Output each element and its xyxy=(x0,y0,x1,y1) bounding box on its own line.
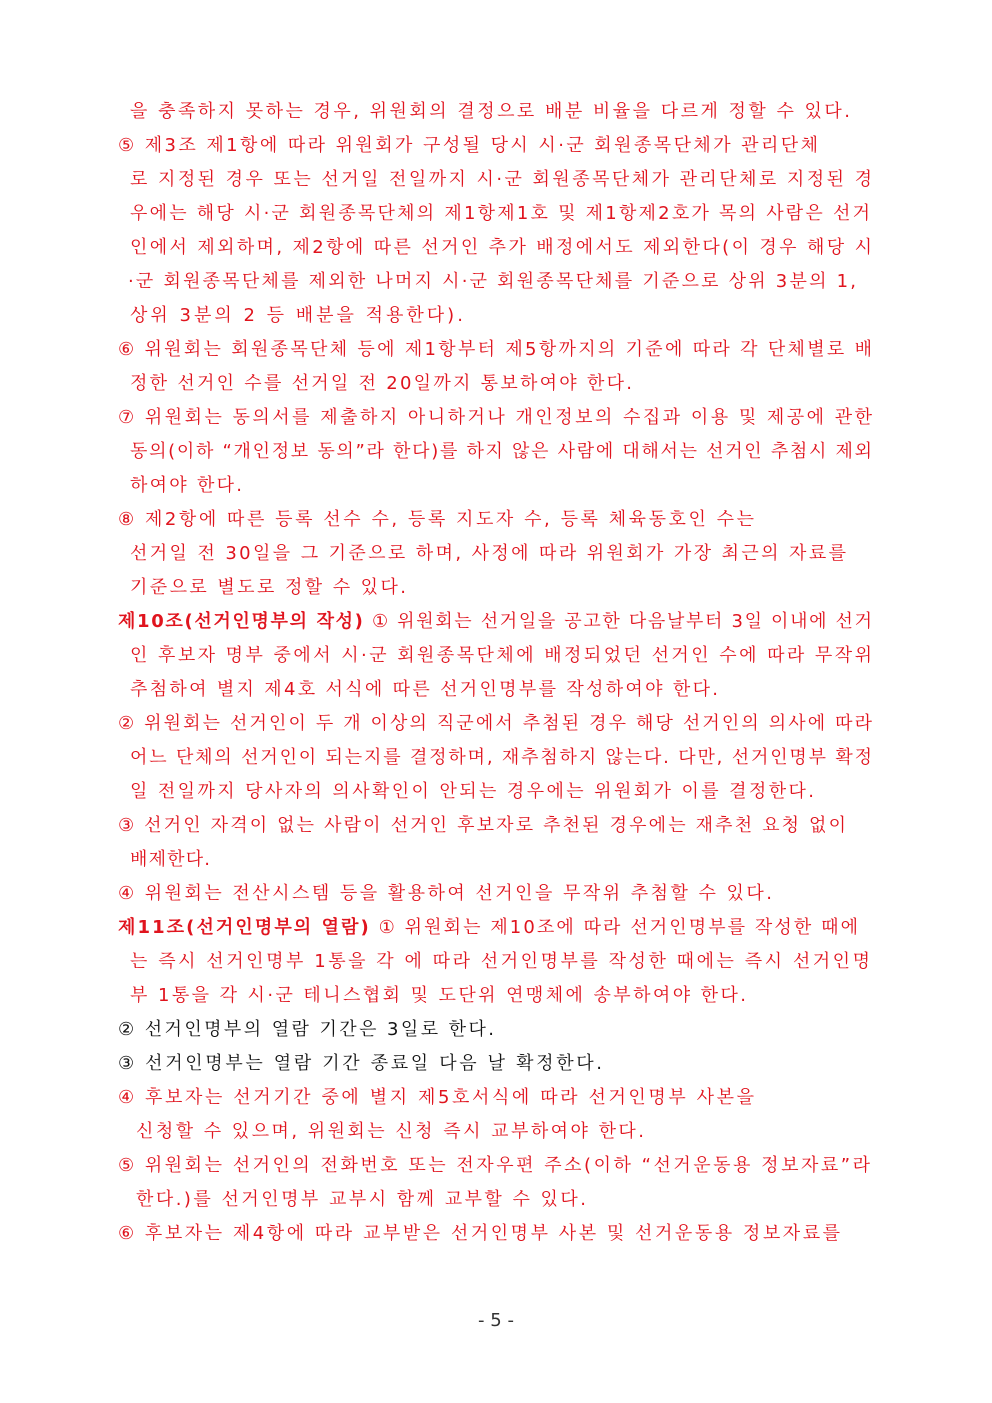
text-line xyxy=(130,678,720,702)
line-text: ·군 회원종목단체를 제외한 나머지 시·군 회원종목단체를 기준으로 상위 3분의 1, xyxy=(128,271,859,292)
text-line xyxy=(130,372,634,396)
text-line xyxy=(128,270,858,294)
line-text: 로 지정된 경우 또는 선거일 전일까지 시·군 회원종목단체가 관리단체로 지정된 경 xyxy=(130,169,875,190)
line-text: 인에서 제외하며, 제2항에 따른 선거인 추가 배정에서도 제외한다(이 경우 해당 시 xyxy=(130,237,875,258)
text-line xyxy=(118,712,874,736)
line-text: ② 위원회는 선거인이 두 개 이상의 직군에서 추첨된 경우 해당 선거인의 의사에 따라 xyxy=(118,713,875,734)
text-line xyxy=(118,508,757,532)
text-line xyxy=(130,304,466,328)
line-text: 어느 단체의 선거인이 되는지를 결정하며, 재추첨하지 않는다. 다만, 선거인명부 확정 xyxy=(130,747,874,768)
line-text: 일 전일까지 당사자의 의사확인이 안되는 경우에는 위원회가 이를 결정한다. xyxy=(130,781,817,802)
text-line xyxy=(118,882,774,906)
line-text: 하여야 한다. xyxy=(130,475,245,496)
line-text: ⑤ 제3조 제1항에 따라 위원회가 구성될 당시 시·군 회원종목단체가 관리단체 xyxy=(118,135,821,156)
text-line xyxy=(130,100,852,124)
line-text: ③ 선거인명부는 열람 기간 종료일 다음 날 확정한다. xyxy=(118,1053,605,1074)
text-line xyxy=(118,610,874,634)
line-text: 기준으로 별도로 정할 수 있다. xyxy=(130,577,409,598)
line-text: 상위 3분의 2 등 배분을 적용한다). xyxy=(130,305,466,326)
line-text: 추첨하여 별지 제4호 서식에 따른 선거인명부를 작성하여야 한다. xyxy=(130,679,721,700)
line-text: ⑥ 위원회는 회원종목단체 등에 제1항부터 제5항까지의 기준에 따라 각 단체별로 배 xyxy=(118,339,875,360)
text-line xyxy=(130,168,874,192)
line-text: 배제한다. xyxy=(130,849,212,870)
text-line xyxy=(118,1018,496,1042)
text-line xyxy=(118,1154,873,1178)
text-line xyxy=(118,814,848,838)
text-line xyxy=(118,1052,605,1076)
text-line xyxy=(130,474,244,498)
line-text: ① 위원회는 선거일을 공고한 다음날부터 3일 이내에 선거 xyxy=(364,611,874,632)
text-line xyxy=(130,236,874,260)
line-text: 을 충족하지 못하는 경우, 위원회의 결정으로 배분 비율을 다르게 정할 수 있다. xyxy=(130,101,853,122)
line-text: ② 선거인명부의 열람 기간은 3일로 한다. xyxy=(118,1019,497,1040)
line-text: ① 위원회는 제10조에 따라 선거인명부를 작성한 때에 xyxy=(370,917,861,938)
text-line xyxy=(130,780,816,804)
text-line xyxy=(130,746,874,770)
line-text: 동의(이하 “개인정보 동의”라 한다)를 하지 않은 사람에 대해서는 선거인 추첨시 제외 xyxy=(130,441,874,462)
page-number: - 5 - xyxy=(478,1310,514,1331)
text-line xyxy=(130,848,211,872)
text-line xyxy=(130,542,848,566)
text-line xyxy=(130,644,874,668)
line-text: 신청할 수 있으며, 위원회는 신청 즉시 교부하여야 한다. xyxy=(136,1121,647,1142)
line-text: ⑤ 위원회는 선거인의 전화번호 또는 전자우편 주소(이하 “선거운동용 정보자료”라 xyxy=(118,1155,873,1176)
line-text: ⑧ 제2항에 따른 등록 선수 수, 등록 지도자 수, 등록 체육동호인 수는 xyxy=(118,509,757,530)
line-text: 우에는 해당 시·군 회원종목단체의 제1항제1호 및 제1항제2호가 목의 사람은 선거 xyxy=(130,203,873,224)
line-text: 선거일 전 30일을 그 기준으로 하며, 사정에 따라 위원회가 가장 최근의 자료를 xyxy=(130,543,849,564)
line-text: ⑦ 위원회는 동의서를 제출하지 아니하거나 개인정보의 수집과 이용 및 제공에 관한 xyxy=(118,407,875,428)
line-text: ④ 후보자는 선거기간 중에 별지 제5호서식에 따라 선거인명부 사본을 xyxy=(118,1087,757,1108)
line-text: 한다.)를 선거인명부 교부시 함께 교부할 수 있다. xyxy=(136,1189,589,1210)
line-text: 는 즉시 선거인명부 1통을 각 에 따라 선거인명부를 작성한 때에는 즉시 선거인명 xyxy=(130,951,873,972)
text-line xyxy=(130,576,408,600)
line-text: 인 후보자 명부 중에서 시·군 회원종목단체에 배정되었던 선거인 수에 따라 무작위 xyxy=(130,645,875,666)
text-line xyxy=(136,1188,588,1212)
line-text: 정한 선거인 수를 선거일 전 20일까지 통보하여야 한다. xyxy=(130,373,635,394)
article-heading: 제11조(선거인명부의 열람) xyxy=(118,917,371,938)
text-line xyxy=(118,406,874,430)
text-line xyxy=(118,916,860,940)
text-line xyxy=(130,950,873,974)
line-text: ④ 위원회는 전산시스템 등을 활용하여 선거인을 무작위 추첨할 수 있다. xyxy=(118,883,775,904)
text-line xyxy=(136,1120,646,1144)
text-line xyxy=(118,1222,843,1246)
text-line xyxy=(118,1086,757,1110)
text-line xyxy=(130,440,874,464)
text-line xyxy=(130,984,748,1008)
line-text: ③ 선거인 자격이 없는 사람이 선거인 후보자로 추천된 경우에는 재추천 요청 없이 xyxy=(118,815,849,836)
article-heading: 제10조(선거인명부의 작성) xyxy=(118,611,365,632)
text-line xyxy=(118,338,874,362)
line-text: ⑥ 후보자는 제4항에 따라 교부받은 선거인명부 사본 및 선거운동용 정보자료를 xyxy=(118,1223,843,1244)
text-line xyxy=(118,134,820,158)
line-text: 부 1통을 각 시·군 테니스협회 및 도단위 연맹체에 송부하여야 한다. xyxy=(130,985,749,1006)
text-line xyxy=(130,202,872,226)
